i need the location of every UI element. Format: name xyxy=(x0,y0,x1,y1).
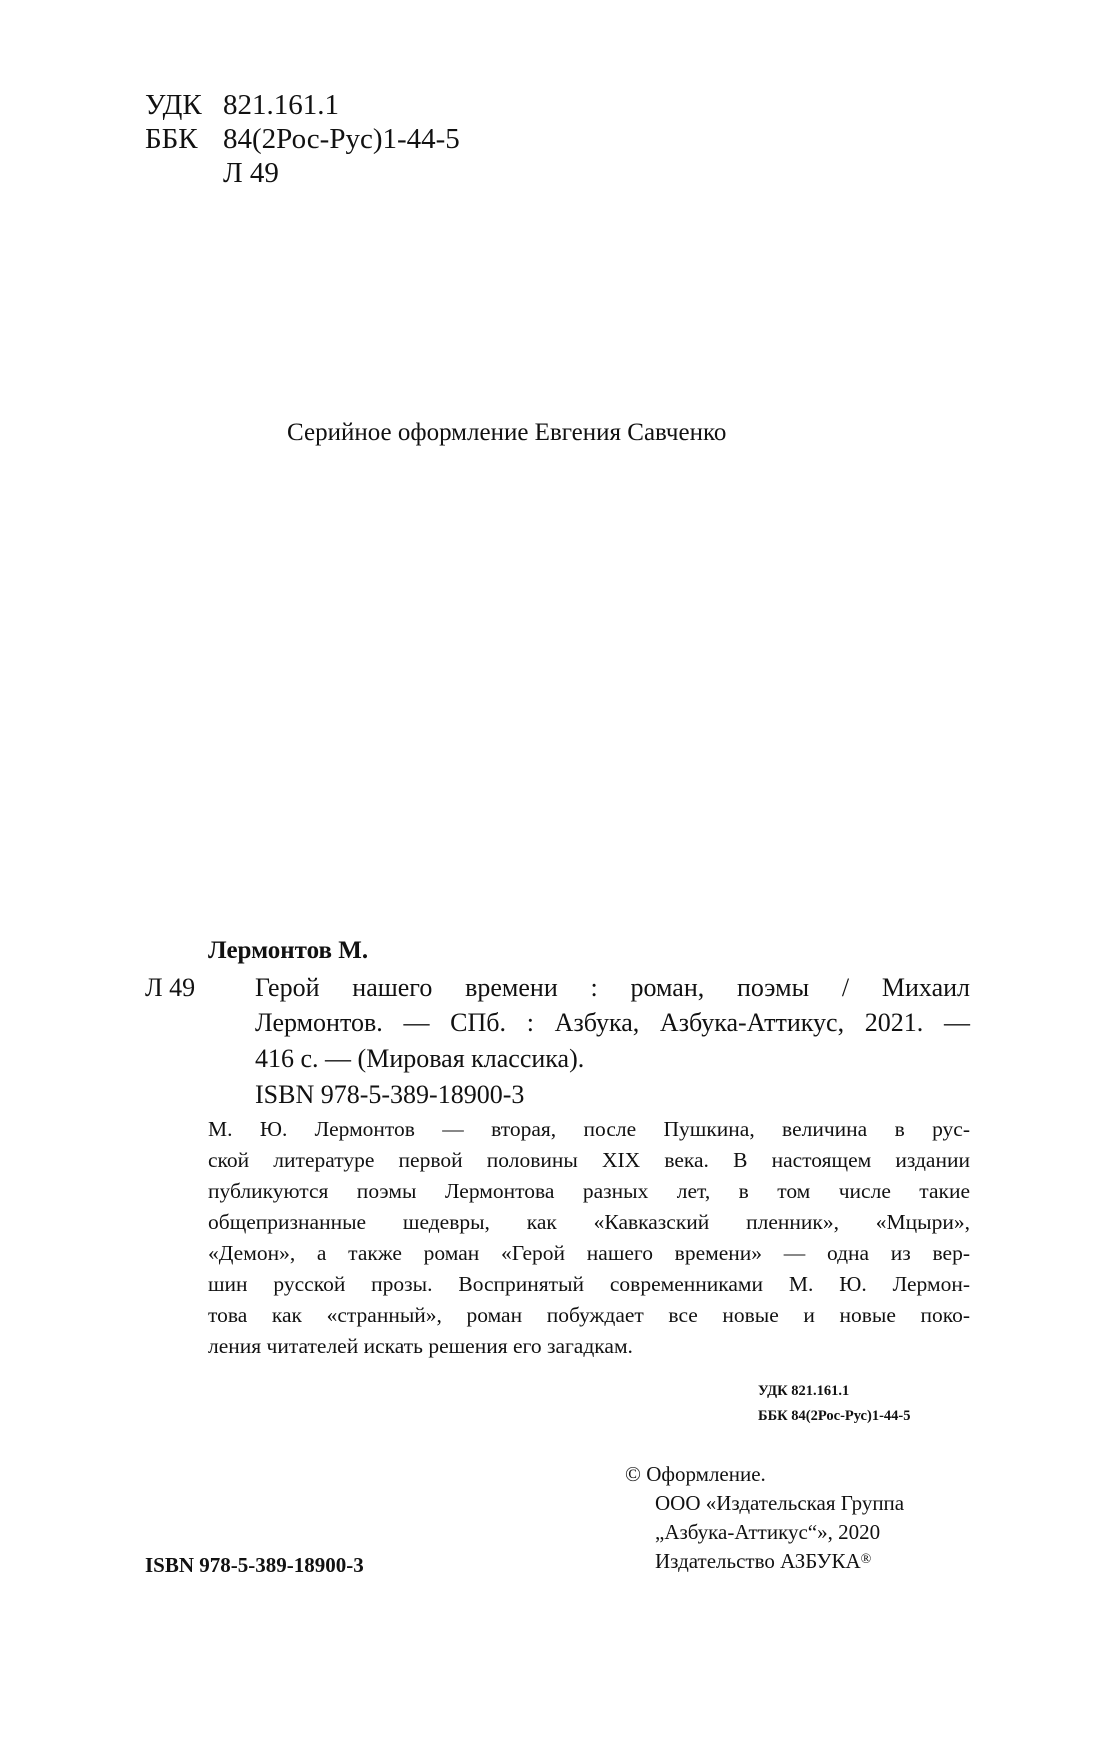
annotation-line: «Демон», а также роман «Герой нашего времени» — одна из вер- xyxy=(208,1241,970,1265)
card-author: Лермонтов М. xyxy=(208,937,369,964)
udk-label: УДК xyxy=(145,89,202,121)
udk-small: УДК 821.161.1 xyxy=(758,1383,850,1399)
card-title-line-1: Герой нашего времени : роман, поэмы / Михаил xyxy=(255,973,970,1002)
author-mark-top: Л 49 xyxy=(223,157,279,189)
card-title-line-3: 416 с. — (Мировая классика). xyxy=(255,1044,585,1073)
bbk-label: ББК xyxy=(145,123,198,155)
annotation-line: М. Ю. Лермонтов — вторая, после Пушкина, величина в рус- xyxy=(208,1117,970,1141)
isbn-bottom: ISBN 978-5-389-18900-3 xyxy=(145,1553,364,1577)
annotation-line: ской литературе первой половины XIX века. В настоящем издании xyxy=(208,1148,970,1172)
annotation-line: шин русской прозы. Воспринятый современниками М. Ю. Лермон- xyxy=(208,1272,970,1296)
annotation-line: публикуются поэмы Лермонтова разных лет, в том числе такие xyxy=(208,1179,970,1203)
copyright-line-3: „Азбука-Аттикус“», 2020 xyxy=(655,1520,881,1544)
copyright-line-1: © Оформление. xyxy=(625,1462,766,1486)
annotation-line: общепризнанные шедевры, как «Кавказский пленник», «Мцыри», xyxy=(208,1210,970,1234)
copyright-line-2: ООО «Издательская Группа xyxy=(655,1491,905,1515)
bbk-line xyxy=(145,122,460,156)
series-design-credit: Серийное оформление Евгения Савченко xyxy=(287,419,727,446)
card-title-line-2: Лермонтов. — СПб. : Азбука, Азбука-Аттикус, 2021. — xyxy=(255,1008,970,1037)
annotation-line: това как «странный», роман побуждает все новые и новые поко- xyxy=(208,1303,970,1327)
annotation-line: ления читателей искать решения его загадкам. xyxy=(208,1334,633,1358)
copyright-line-4 xyxy=(655,1547,871,1576)
udk-value: 821.161.1 xyxy=(223,89,339,121)
card-isbn: ISBN 978-5-389-18900-3 xyxy=(255,1080,525,1109)
card-mark: Л 49 xyxy=(145,973,196,1002)
udk-line xyxy=(145,88,339,122)
publisher-name: Издательство АЗБУКА xyxy=(655,1549,861,1573)
bbk-small: ББК 84(2Рос-Рус)1-44-5 xyxy=(758,1408,911,1424)
registered-mark-icon: ® xyxy=(860,1552,872,1567)
bbk-value: 84(2Рос-Рус)1-44-5 xyxy=(223,123,460,155)
